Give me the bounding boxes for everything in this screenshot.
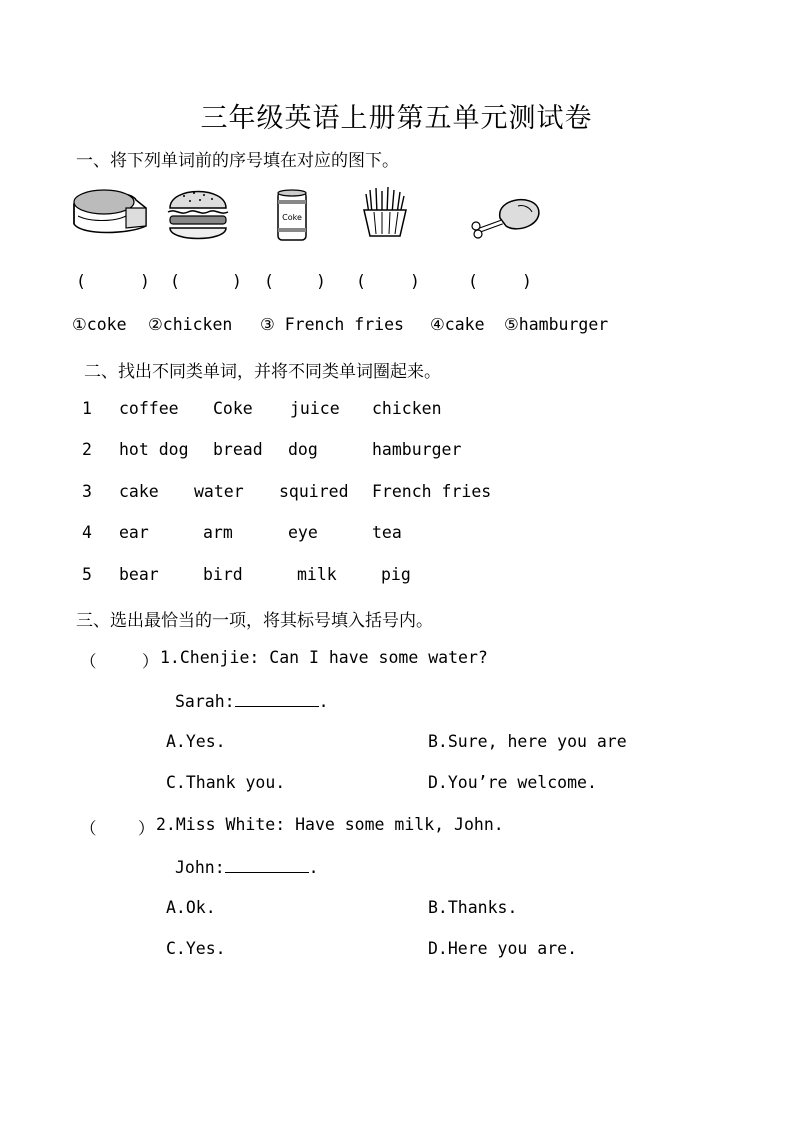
section2-heading: 二、找出不同类单词，并将不同类单词圈起来。 [84,362,441,382]
q1-choice-a: A.Yes. [166,732,226,751]
answer-bracket-close-5: ) [522,272,532,291]
answer-bracket-close-2: ) [232,272,242,291]
coke-can-icon [272,186,312,246]
answer-bracket-open-4: ( [356,272,366,291]
q2-choice-d: D.Here you are. [428,939,578,958]
q2-choice-c: C.Yes. [166,939,226,958]
q2-bracket-open: （ [80,819,97,838]
chicken-leg-icon [462,192,546,244]
q2-reply-end: . [308,858,319,877]
row-2-word-3[interactable]: dog [288,440,318,459]
q2-choice-b: B.Thanks. [428,898,518,917]
q1-reply-end: . [318,692,329,711]
row-5-word-1[interactable]: bear [119,565,159,584]
q1-bracket-open: （ [80,652,97,671]
q2-reply [175,856,319,877]
row-2-number: 2 [82,440,92,459]
option-1: ①coke [72,315,127,334]
row-3-number: 3 [82,482,92,501]
row-5-word-4[interactable]: pig [381,565,411,584]
answer-bracket-close-3: ) [316,272,326,291]
hamburger-icon [166,184,230,244]
row-3-word-2[interactable]: water [194,482,244,501]
row-4-word-2[interactable]: arm [203,523,233,542]
answer-bracket-open-5: ( [468,272,478,291]
answer-bracket-close-4: ) [410,272,420,291]
answer-bracket-open-3: ( [264,272,274,291]
answer-bracket-open-1: ( [76,272,86,291]
option-4: ④cake [430,315,485,334]
row-2-word-2[interactable]: bread [213,440,263,459]
q2-bracket-close: ） [138,819,155,838]
option-3: ③ French fries [260,315,404,334]
answer-bracket-close-1: ) [140,272,150,291]
q1-answer-blank[interactable] [235,690,319,707]
q1-prompt: 1.Chenjie: Can I have some water? [160,648,488,667]
row-3-word-1[interactable]: cake [119,482,159,501]
section3-heading: 三、选出最恰当的一项，将其标号填入括号内。 [76,611,433,631]
option-2: ②chicken [148,315,233,334]
row-1-word-1[interactable]: coffee [119,399,179,418]
row-4-word-3[interactable]: eye [288,523,318,542]
q2-reply-speaker: John: [175,858,225,877]
row-3-word-4[interactable]: French fries [372,482,492,501]
row-2-word-1[interactable]: hot dog [119,440,189,459]
section1-heading: 一、将下列单词前的序号填在对应的图下。 [76,151,399,171]
q1-choice-d: D.You’re welcome. [428,773,597,792]
row-4-number: 4 [82,523,92,542]
option-5: ⑤hamburger [504,315,609,334]
french-fries-icon [360,186,410,240]
row-5-word-2[interactable]: bird [203,565,243,584]
row-5-number: 5 [82,565,92,584]
q1-choice-c: C.Thank you. [166,773,286,792]
row-1-word-4[interactable]: chicken [372,399,442,418]
row-4-word-1[interactable]: ear [119,523,149,542]
page-title: 三年级英语上册第五单元测试卷 [200,103,593,134]
row-5-word-3[interactable]: milk [297,565,337,584]
coke-can-text: Coke [282,213,302,222]
row-1-number: 1 [82,399,92,418]
q1-choice-b: B.Sure, here you are [428,732,627,751]
cake-icon [70,186,150,240]
q2-choice-a: A.Ok. [166,898,216,917]
row-4-word-4[interactable]: tea [372,523,402,542]
q1-reply-speaker: Sarah: [175,692,235,711]
q2-answer-blank[interactable] [225,856,309,873]
row-1-word-3[interactable]: juice [290,399,340,418]
row-1-word-2[interactable]: Coke [213,399,253,418]
q1-reply [175,690,329,711]
row-2-word-4[interactable]: hamburger [372,440,462,459]
q2-prompt: 2.Miss White: Have some milk, John. [156,815,504,834]
answer-bracket-open-2: ( [170,272,180,291]
q1-bracket-close: ） [142,652,159,671]
row-3-word-3[interactable]: squired [279,482,349,501]
